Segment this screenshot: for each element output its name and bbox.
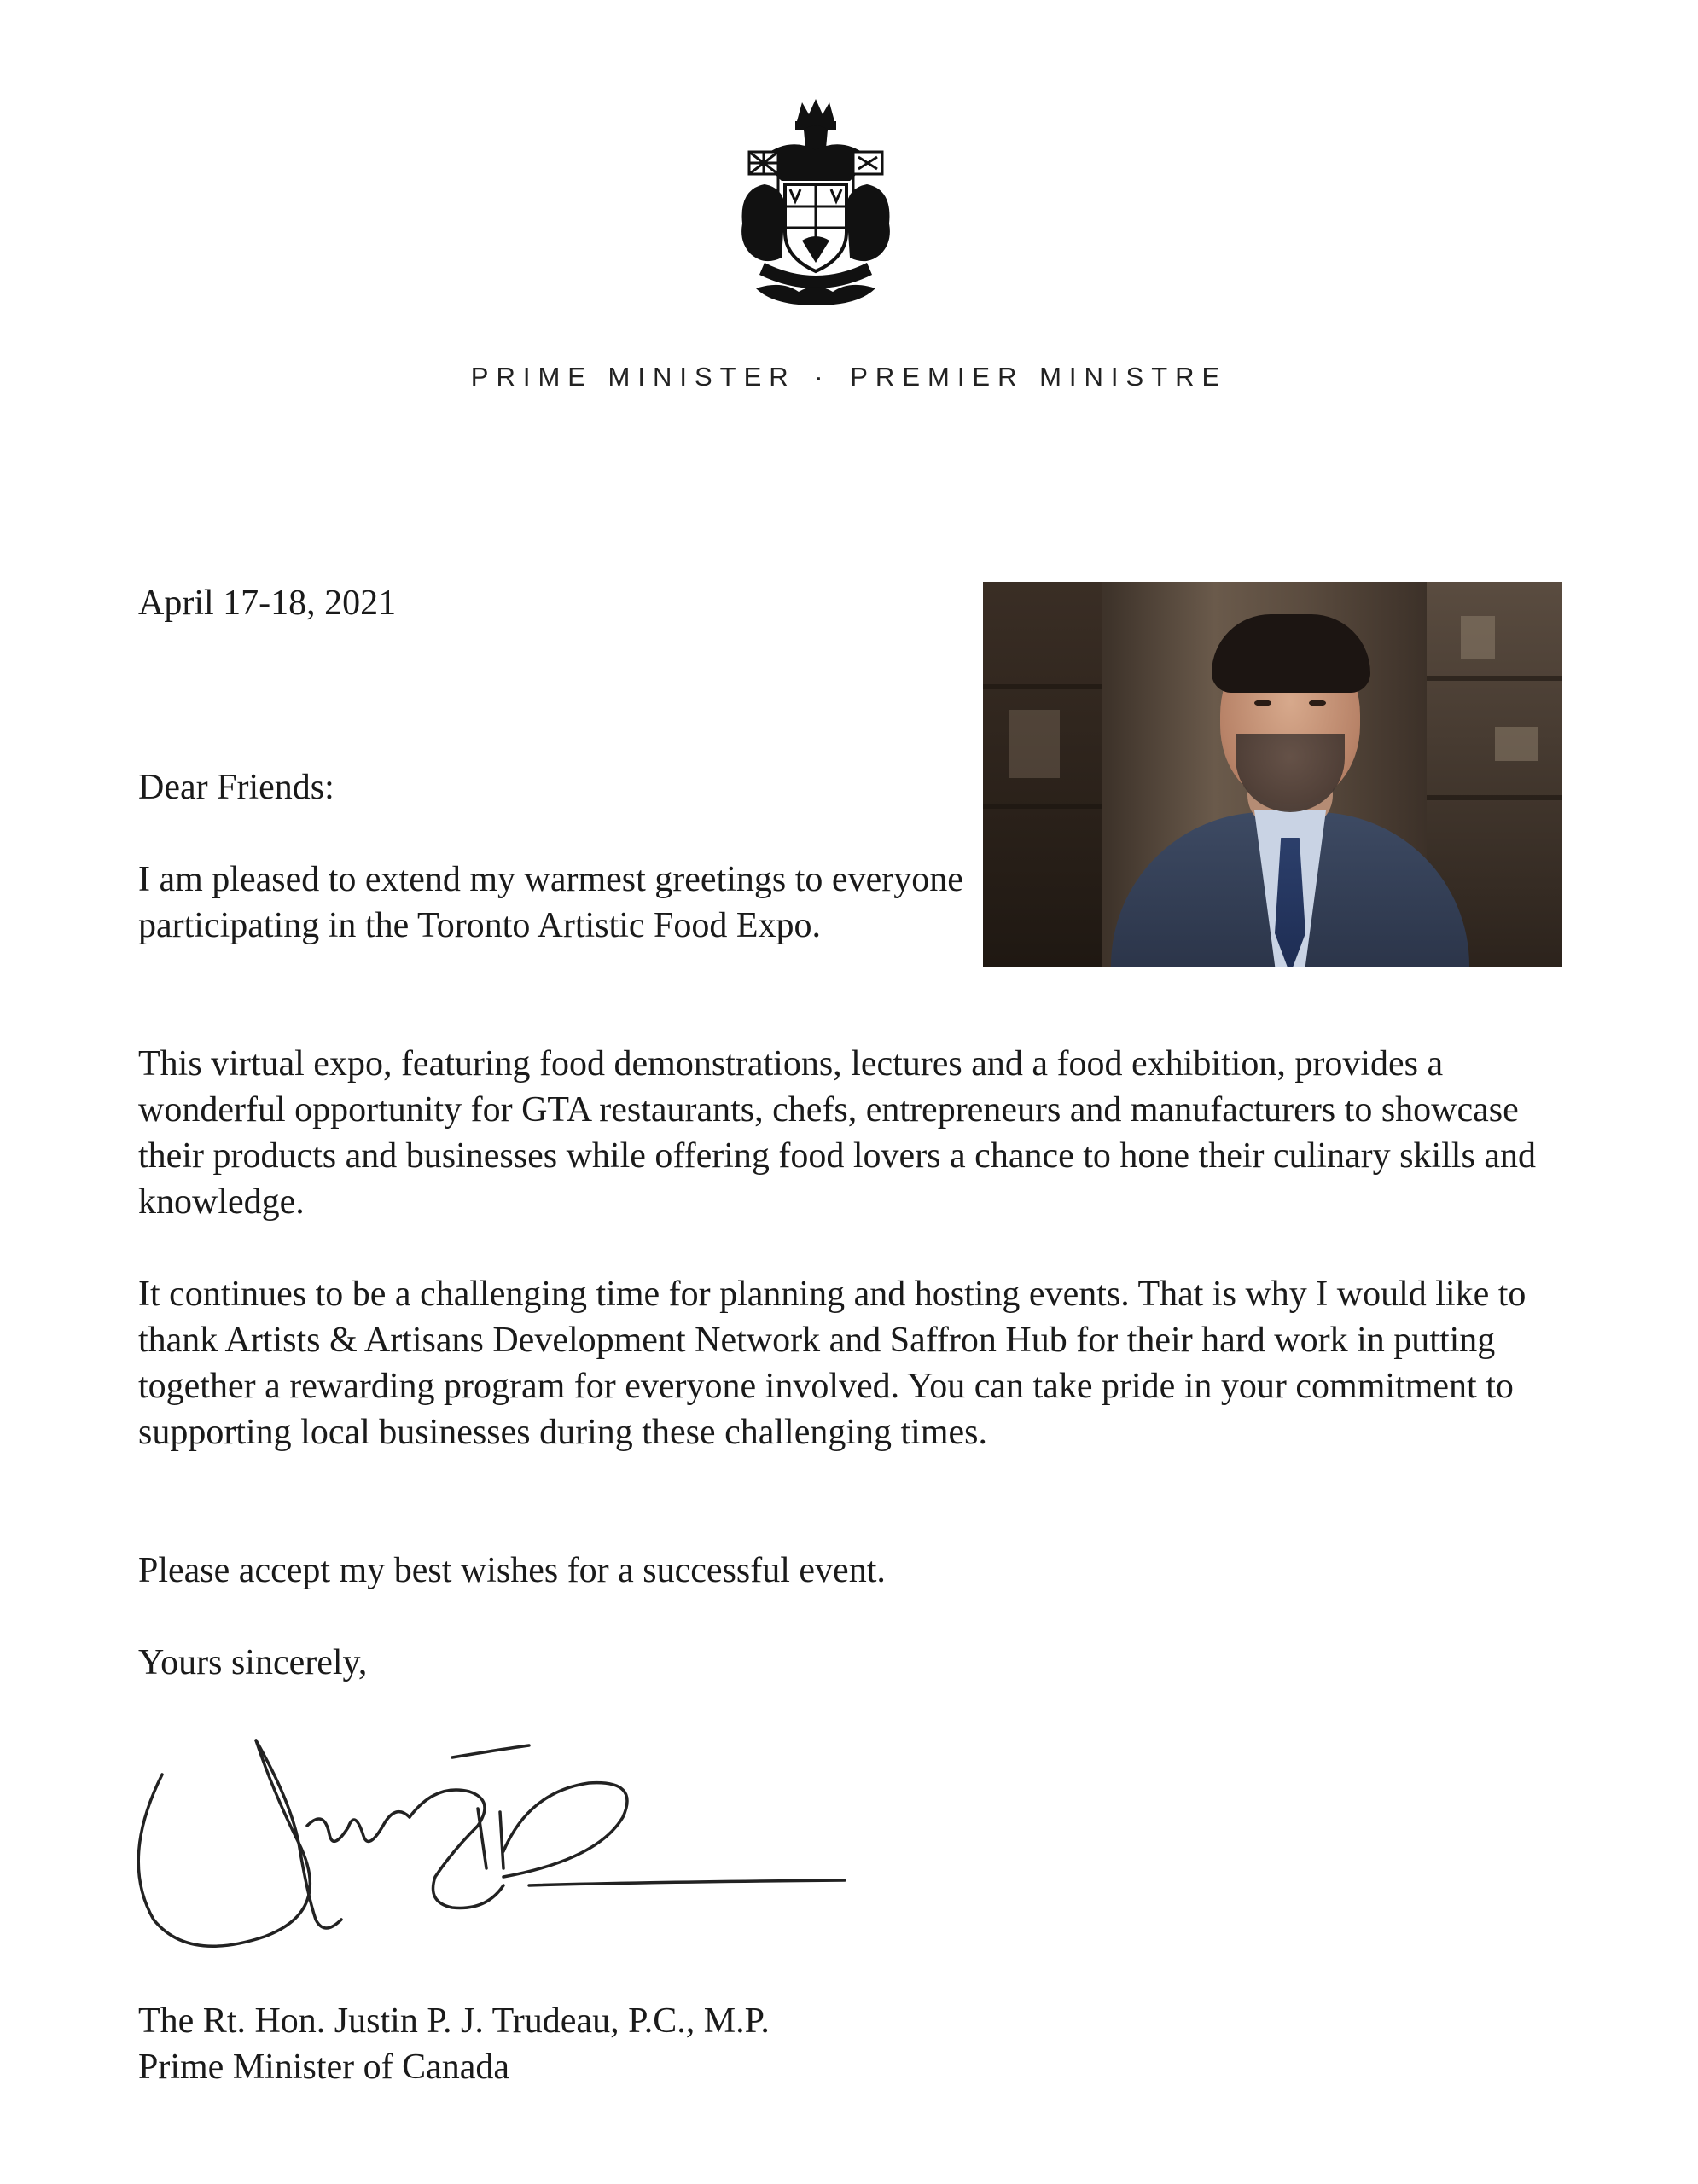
letterhead bbox=[0, 362, 1698, 392]
paragraph-greeting: I am pleased to extend my warmest greetings to everyone participating in the Toronto Artistic Food Expo. bbox=[138, 860, 963, 945]
paragraph-wishes: Please accept my best wishes for a successful event. bbox=[138, 1551, 886, 1590]
paragraph-thanks: It continues to be a challenging time for planning and hosting events. That is why I would like to thank Artists & Artisans Development Network and Saffron Hub for their hard work in putting together a rewarding program for everyone involved. You can take pride in your commitment to supporting local businesses during these challenging times. bbox=[138, 1275, 1526, 1452]
paragraph-expo: This virtual expo, featuring food demonstrations, lectures and a food exhibition, provides a wonderful opportunity for GTA restaurants, chefs, entrepreneurs and manufacturers to showcase their products and businesses while offering food lovers a chance to hone their culinary skills and knowledge. bbox=[138, 1044, 1536, 1222]
signer-title: Prime Minister of Canada bbox=[138, 2048, 510, 2087]
letterhead-french: PREMIER MINISTRE bbox=[850, 362, 1228, 392]
portrait-photo bbox=[983, 582, 1562, 967]
salutation: Dear Friends: bbox=[138, 768, 334, 807]
letterhead-separator: · bbox=[814, 362, 823, 392]
signature bbox=[128, 1723, 862, 1962]
coat-of-arms-icon bbox=[730, 96, 901, 309]
letter-date: April 17-18, 2021 bbox=[138, 584, 397, 623]
letterhead-english: PRIME MINISTER bbox=[470, 362, 796, 392]
closing: Yours sincerely, bbox=[138, 1643, 368, 1682]
signer-name: The Rt. Hon. Justin P. J. Trudeau, P.C., M.P. bbox=[138, 2001, 770, 2041]
